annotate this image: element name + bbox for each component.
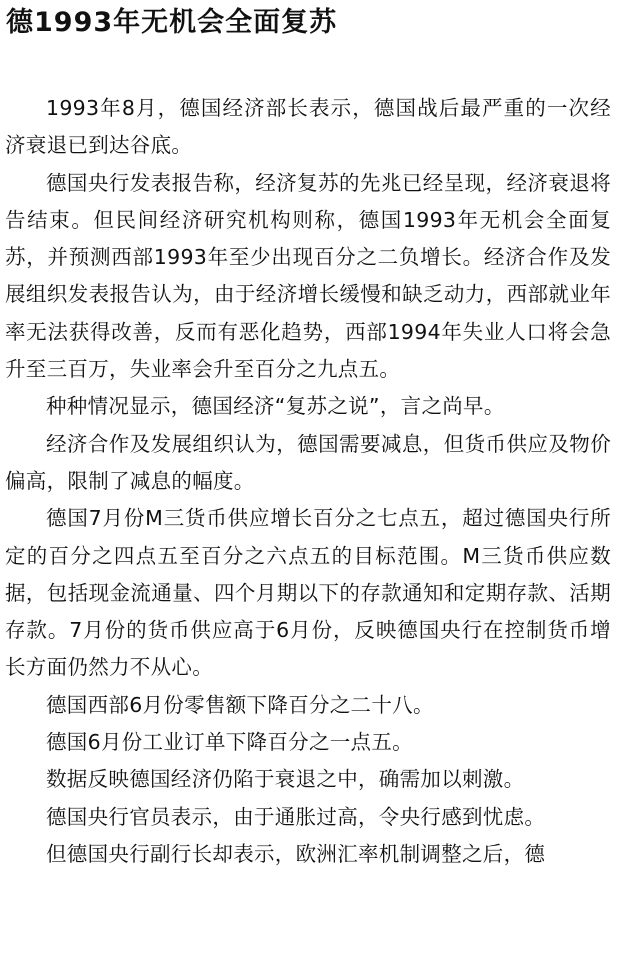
- article-body: [5, 90, 611, 873]
- paragraph-3: 种种情况显示，德国经济“复苏之说”，言之尚早。: [46, 394, 505, 419]
- paragraph-10: 但德国央行副行长却表示，欧洲汇率机制调整之后，德: [46, 841, 546, 866]
- paragraph-4: 经济合作及发展组织认为，德国需要减息，但货币供应及物价偏高，限制了减息的幅度。: [5, 431, 611, 493]
- paragraph-2: 德国央行发表报告称，经济复苏的先兆已经呈现，经济衰退将告结束。但民间经济研究机构则称，德国1993年无机会全面复苏，并预测西部1993年至少出现百分之二负增长。经济合作及发展组织发表报告认为，由于经济增长缓慢和缺乏动力，西部就业年率无法获得改善，反而有恶化趋势，西部1994年失业人口将会急升至三百万，失业率会升至百分之九点五。: [5, 170, 611, 382]
- paragraph-8: 数据反映德国经济仍陷于衰退之中，确需加以刺激。: [46, 767, 525, 792]
- paragraph-9: 德国央行官员表示，由于通胀过高，令央行感到忧虑。: [46, 804, 546, 829]
- article-title: 德1993年无机会全面复苏: [6, 7, 338, 38]
- paragraph-7: 德国6月份工业订单下降百分之一点五。: [46, 730, 413, 755]
- paragraph-1: 1993年8月，德国经济部长表示，德国战后最严重的一次经济衰退已到达谷底。: [5, 96, 611, 158]
- paragraph-6: 德国西部6月份零售额下降百分之二十八。: [46, 692, 434, 717]
- paragraph-5: 德国7月份M三货币供应增长百分之七点五，超过德国央行所定的百分之四点五至百分之六点五的目标范围。M三货币供应数据，包括现金流通量、四个月期以下的存款通知和定期存款、活期存款。7月份的货币供应高于6月份，反映德国央行在控制货币增长方面仍然力不从心。: [5, 506, 611, 680]
